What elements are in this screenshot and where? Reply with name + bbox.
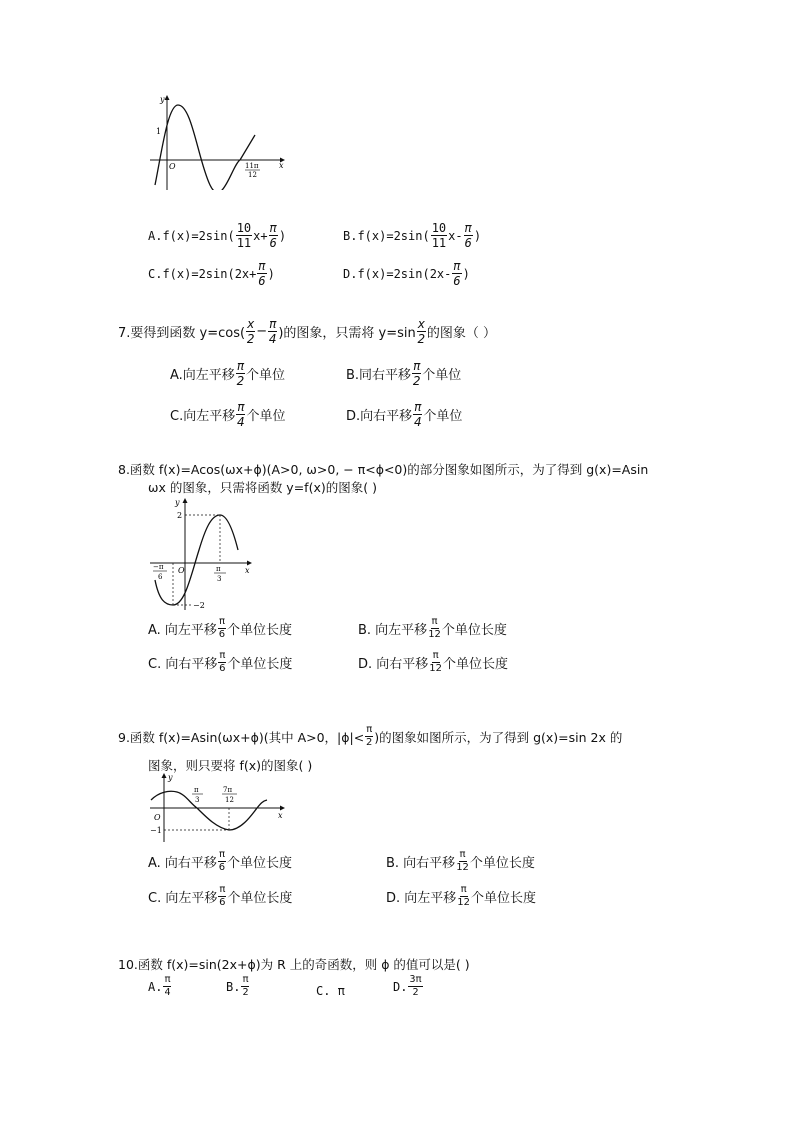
q9-stem-line1 <box>118 725 622 748</box>
q6-b-prefix: B.f(x)=2sin( <box>343 228 430 243</box>
q6-a-mid: x+ <box>253 228 268 243</box>
q8-b-post: 个单位长度 <box>441 623 507 638</box>
q6-c-frac: $\frac{\pi}{6}$ <box>258 259 266 288</box>
q10-option-c[interactable] <box>316 984 345 998</box>
q8-xl-num: −π <box>153 563 164 571</box>
q9-d-frac: $\frac{\pi}{12}$ <box>457 884 471 908</box>
q9-a-post: 个单位长度 <box>226 856 292 871</box>
q10-d-pre: D. <box>393 979 408 994</box>
q7-b-frac: $\frac{\pi}{2}$ <box>412 359 421 388</box>
q6-y-arrow <box>165 95 170 100</box>
q9-origin: O <box>154 813 161 822</box>
q8-graph <box>145 495 260 615</box>
q9-x1-num: π <box>194 786 199 794</box>
q9-x2-num: 7π <box>223 786 233 794</box>
q6-b-suffix: ) <box>473 228 482 243</box>
q6-a-frac1: $\frac{10}{11}$ <box>236 221 252 250</box>
q7-option-d[interactable] <box>346 401 462 428</box>
q8-stem-line1: 8.函数 f(x)=Acos(ωx+ϕ)(A>0, ω>0, − π<ϕ<0)的部分图象如图所示，为了得到 g(x)=Asin <box>118 462 649 477</box>
q9-option-c[interactable] <box>148 885 292 908</box>
q6-d-prefix: D.f(x)=2sin(2x- <box>343 266 452 281</box>
q9-b-post: 个单位长度 <box>469 856 535 871</box>
q7-b-pre: B.同右平移 <box>346 368 412 383</box>
q9-option-a[interactable] <box>148 850 292 873</box>
q6-sine-curve-2 <box>178 105 222 190</box>
q6-d-suffix: ) <box>462 266 470 281</box>
q8-d-post: 个单位长度 <box>443 657 509 672</box>
q7-frac-x2b: $\frac{x}{2}$ <box>417 317 426 346</box>
q7-d-pre: D.向右平移 <box>346 409 413 424</box>
q8-stem-line2: ωx 的图象，只需将函数 y=f(x)的图象( ) <box>148 480 377 495</box>
q9-b-pre: B. 向右平移 <box>386 856 456 871</box>
q8-x-label: x <box>245 566 250 575</box>
q6-b-frac1: $\frac{10}{11}$ <box>431 221 447 250</box>
q8-origin: O <box>178 566 185 575</box>
q7-minus: − <box>256 324 268 339</box>
q7-c-pre: C.向左平移 <box>170 409 236 424</box>
q9-sine-curve <box>151 791 267 830</box>
q8-y-top: 2 <box>177 511 183 520</box>
q8-option-d[interactable] <box>358 651 508 674</box>
q6-sine-curve <box>155 105 255 190</box>
q6-origin: O <box>169 162 176 171</box>
q8-y-bottom: −2 <box>193 601 205 610</box>
q6-x-tick-num: 11π <box>245 162 259 170</box>
q8-a-frac: $\frac{\pi}{6}$ <box>218 616 226 640</box>
q8-xr-num: π <box>216 565 221 573</box>
q7-stem-b: )的图象，只需将 y=sin <box>278 326 416 341</box>
q6-x-label: x <box>279 161 284 170</box>
q8-x-arrow <box>247 561 252 566</box>
q8-b-pre: B. 向左平移 <box>358 623 428 638</box>
q9-line1-a: 9.函数 f(x)=Asin(ωx+ϕ)(其中 A>0，|ϕ|< <box>118 729 365 745</box>
q8-c-post: 个单位长度 <box>227 657 293 672</box>
q9-graph <box>145 770 290 845</box>
q8-cos-curve <box>155 515 238 605</box>
q8-option-a[interactable] <box>148 617 292 640</box>
q10-b-frac: $\frac{\pi}{2}$ <box>242 974 249 998</box>
q8-d-frac: $\frac{\pi}{12}$ <box>429 650 443 674</box>
q8-a-pre: A. 向左平移 <box>148 623 217 638</box>
q8-xl-den: 6 <box>158 573 163 581</box>
q7-frac-x2: $\frac{x}{2}$ <box>246 317 255 346</box>
q7-option-a[interactable] <box>170 360 285 387</box>
q10-c-text: C. π <box>316 984 345 998</box>
q10-a-pre: A. <box>148 979 163 994</box>
q8-c-pre: C. 向右平移 <box>148 657 218 672</box>
q8-d-pre: D. 向右平移 <box>358 657 429 672</box>
q6-a-frac2: $\frac{\pi}{6}$ <box>269 221 277 250</box>
q10-option-d[interactable] <box>393 975 424 998</box>
q9-stem-line2: 图象，则只要将 f(x)的图象( ) <box>148 758 313 773</box>
q6-option-b[interactable] <box>343 222 481 249</box>
q9-option-d[interactable] <box>386 885 536 908</box>
q9-a-frac: $\frac{\pi}{6}$ <box>218 849 226 873</box>
q9-y-arrow <box>162 773 167 778</box>
q8-y-label: y <box>175 498 180 507</box>
q7-b-post: 个单位 <box>422 368 462 383</box>
q8-option-c[interactable] <box>148 651 292 674</box>
q6-y-label: y <box>160 95 165 104</box>
q6-b-frac2: $\frac{\pi}{6}$ <box>464 221 472 250</box>
q9-a-pre: A. 向右平移 <box>148 856 217 871</box>
q8-xr-den: 3 <box>217 575 222 583</box>
q7-stem-c: 的图象（ ） <box>426 326 496 341</box>
q7-d-frac: $\frac{\pi}{4}$ <box>413 400 422 429</box>
q9-c-frac: $\frac{\pi}{6}$ <box>219 884 226 908</box>
q8-y-arrow <box>183 498 188 503</box>
q7-stem <box>118 318 496 345</box>
q7-a-frac: $\frac{\pi}{2}$ <box>236 359 245 388</box>
q7-c-post: 个单位 <box>246 409 286 424</box>
q9-c-pre: C. 向左平移 <box>148 891 218 906</box>
q7-option-c[interactable] <box>170 401 285 428</box>
q9-line1-frac: $\frac{\pi}{2}$ <box>366 724 373 748</box>
q10-option-b[interactable] <box>226 975 250 998</box>
q7-a-pre: A.向左平移 <box>170 368 235 383</box>
q9-option-b[interactable] <box>386 850 535 873</box>
q10-d-frac: $\frac{3\pi}{2}$ <box>409 974 422 998</box>
q6-a-prefix: A.f(x)=2sin( <box>148 228 235 243</box>
q6-x-tick-den: 12 <box>248 171 257 179</box>
q8-b-frac: $\frac{\pi}{12}$ <box>428 616 441 640</box>
q9-line1-b: )的图象如图所示，为了得到 g(x)=sin 2x 的 <box>374 729 623 745</box>
q9-b-frac: $\frac{\pi}{12}$ <box>456 849 469 873</box>
q10-stem: 10.函数 f(x)=sin(2x+ϕ)为 R 上的奇函数，则 ϕ 的值可以是( ) <box>118 957 470 972</box>
q10-option-a[interactable] <box>148 975 172 998</box>
q6-y-tick: 1 <box>156 127 162 136</box>
q9-x2-den: 12 <box>225 796 234 804</box>
q7-a-post: 个单位 <box>246 368 286 383</box>
q9-d-post: 个单位长度 <box>471 891 537 906</box>
q6-c-prefix: C.f(x)=2sin(2x+ <box>148 266 257 281</box>
q6-option-c[interactable] <box>148 260 275 287</box>
q9-y-label: y <box>168 773 173 782</box>
q7-frac-pi4: $\frac{\pi}{4}$ <box>268 317 277 346</box>
q9-y-bottom: −1 <box>150 826 162 835</box>
q6-b-mid: x- <box>448 228 463 243</box>
q9-c-post: 个单位长度 <box>227 891 293 906</box>
q6-d-frac: $\frac{\pi}{6}$ <box>453 259 461 288</box>
q6-c-suffix: ) <box>267 266 275 281</box>
q9-x-label: x <box>278 811 283 820</box>
q7-d-post: 个单位 <box>423 409 463 424</box>
q10-a-frac: $\frac{\pi}{4}$ <box>164 974 171 998</box>
q6-option-a[interactable] <box>148 222 286 249</box>
q9-x-arrow <box>280 806 285 811</box>
q9-d-pre: D. 向左平移 <box>386 891 457 906</box>
q6-graph <box>140 90 290 190</box>
q6-option-d[interactable] <box>343 260 470 287</box>
q8-c-frac: $\frac{\pi}{6}$ <box>219 650 226 674</box>
q8-option-b[interactable] <box>358 617 507 640</box>
q7-stem-a: 7.要得到函数 y=cos( <box>118 326 246 341</box>
q7-option-b[interactable] <box>346 360 461 387</box>
q10-b-pre: B. <box>226 979 241 994</box>
q9-x1-den: 3 <box>195 796 200 804</box>
q6-a-suffix: ) <box>278 228 287 243</box>
q8-a-post: 个单位长度 <box>226 623 292 638</box>
q7-c-frac: $\frac{\pi}{4}$ <box>237 400 245 429</box>
